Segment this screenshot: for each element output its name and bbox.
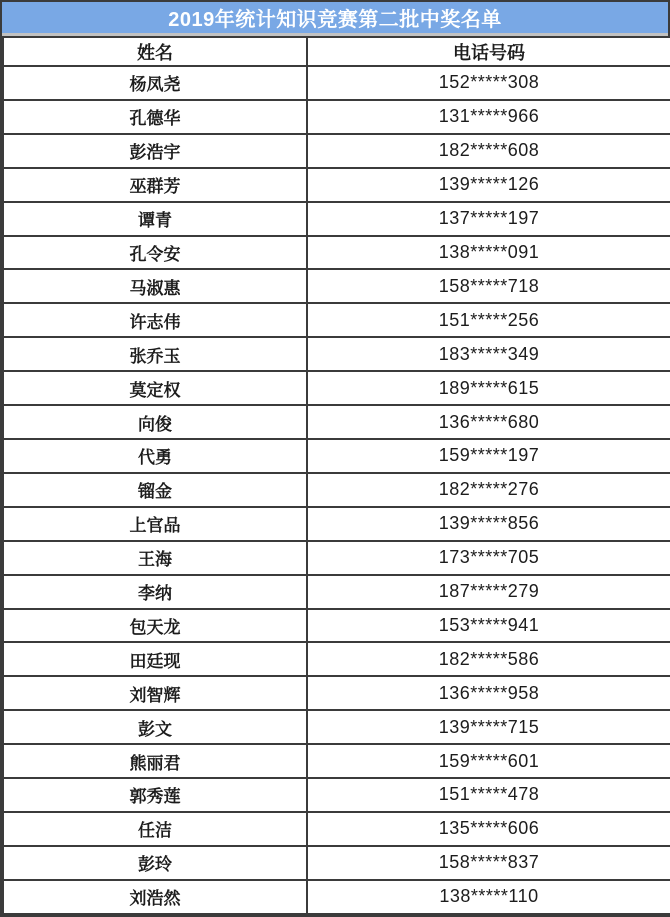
phone-cell: 189*****615 (307, 371, 670, 405)
table-row (3, 880, 670, 914)
phone-cell: 187*****279 (307, 575, 670, 609)
table-row (3, 405, 670, 439)
table-row (3, 473, 670, 507)
name-cell: 彭文 (3, 710, 307, 744)
table-row (3, 541, 670, 575)
name-cell: 包天龙 (3, 609, 307, 643)
phone-cell: 139*****126 (307, 168, 670, 202)
phone-cell: 158*****837 (307, 846, 670, 880)
name-cell: 代勇 (3, 439, 307, 473)
table-row (3, 846, 670, 880)
name-cell: 谭青 (3, 202, 307, 236)
phone-cell: 153*****941 (307, 609, 670, 643)
table-row (3, 439, 670, 473)
phone-cell: 131*****966 (307, 100, 670, 134)
table-row (3, 575, 670, 609)
name-cell: 熊丽君 (3, 744, 307, 778)
name-cell: 巫群芳 (3, 168, 307, 202)
phone-cell: 139*****856 (307, 507, 670, 541)
name-cell: 张乔玉 (3, 337, 307, 371)
phone-cell: 137*****197 (307, 202, 670, 236)
table-row (3, 134, 670, 168)
phone-cell: 182*****608 (307, 134, 670, 168)
phone-cell: 139*****715 (307, 710, 670, 744)
table-row (3, 507, 670, 541)
name-cell: 向俊 (3, 405, 307, 439)
table-row (3, 66, 670, 100)
phone-cell: 138*****110 (307, 880, 670, 914)
name-cell: 杨凤尧 (3, 66, 307, 100)
name-cell: 孔德华 (3, 100, 307, 134)
phone-cell: 182*****586 (307, 642, 670, 676)
table-title: 2019年统计知识竞赛第二批中奖名单 (2, 2, 668, 36)
table-row (3, 202, 670, 236)
table-row (3, 778, 670, 812)
table-row (3, 642, 670, 676)
table-row (3, 609, 670, 643)
table-row (3, 236, 670, 270)
name-cell: 田廷现 (3, 642, 307, 676)
name-cell: 彭浩宇 (3, 134, 307, 168)
phone-cell: 182*****276 (307, 473, 670, 507)
name-cell: 上官品 (3, 507, 307, 541)
name-cell: 郭秀莲 (3, 778, 307, 812)
name-cell: 彭玲 (3, 846, 307, 880)
phone-cell: 138*****091 (307, 236, 670, 270)
phone-cell: 151*****256 (307, 303, 670, 337)
name-cell: 任洁 (3, 812, 307, 846)
phone-cell: 173*****705 (307, 541, 670, 575)
name-cell: 许志伟 (3, 303, 307, 337)
name-cell: 孔令安 (3, 236, 307, 270)
name-cell: 王海 (3, 541, 307, 575)
phone-cell: 158*****718 (307, 269, 670, 303)
name-cell: 镏金 (3, 473, 307, 507)
table-row (3, 168, 670, 202)
table-row (3, 676, 670, 710)
winners-table (2, 36, 670, 915)
phone-cell: 159*****197 (307, 439, 670, 473)
phone-cell: 151*****478 (307, 778, 670, 812)
name-cell: 马淑惠 (3, 269, 307, 303)
phone-cell: 136*****680 (307, 405, 670, 439)
table-row (3, 269, 670, 303)
phone-cell: 159*****601 (307, 744, 670, 778)
name-cell: 李纳 (3, 575, 307, 609)
table-row (3, 100, 670, 134)
table-row (3, 744, 670, 778)
table-row (3, 710, 670, 744)
header-row (3, 37, 670, 66)
column-header-phone: 电话号码 (307, 37, 670, 66)
name-cell: 莫定权 (3, 371, 307, 405)
phone-cell: 136*****958 (307, 676, 670, 710)
table-row (3, 371, 670, 405)
phone-cell: 183*****349 (307, 337, 670, 371)
column-header-name: 姓名 (3, 37, 307, 66)
table-row (3, 812, 670, 846)
name-cell: 刘浩然 (3, 880, 307, 914)
table-row (3, 303, 670, 337)
phone-cell: 135*****606 (307, 812, 670, 846)
phone-cell: 152*****308 (307, 66, 670, 100)
name-cell: 刘智辉 (3, 676, 307, 710)
table-row (3, 337, 670, 371)
